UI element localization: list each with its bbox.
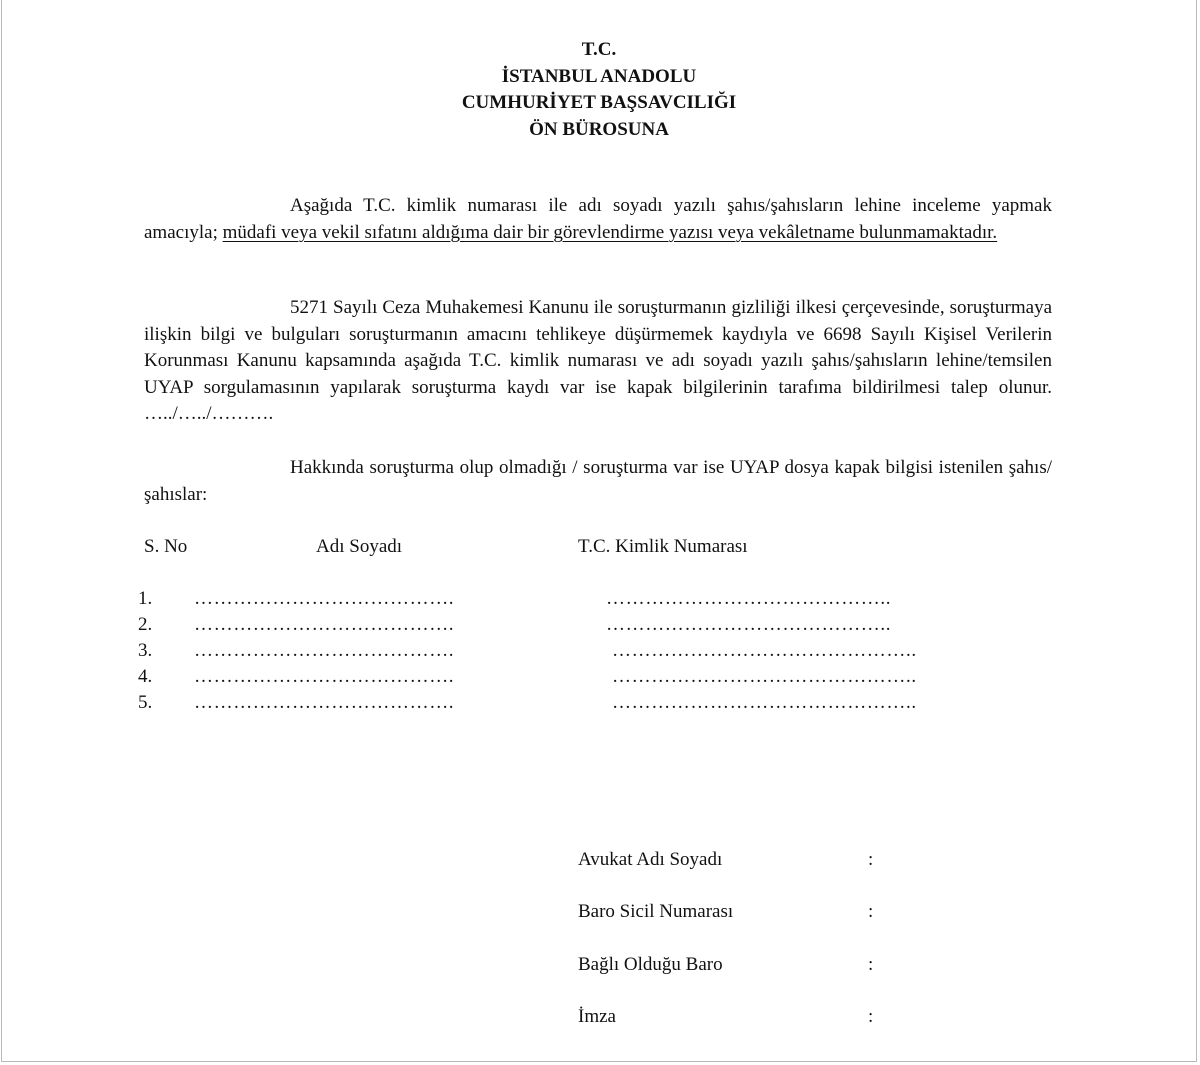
bar-number-label: Baro Sicil Numarası: [578, 901, 734, 922]
column-header-sno: S. No: [144, 536, 188, 557]
table-row: [138, 690, 978, 716]
column-header-tc: T.C. Kimlik Numarası: [578, 536, 748, 557]
paragraph-representation-text: Aşağıda T.C. kimlik numarası ile adı soyadı yazılı şahıs/şahısların lehine inceleme yapmak amacıyla;: [144, 195, 1052, 243]
tc-field[interactable]: ………………………………………..: [612, 692, 917, 713]
table-row: [138, 664, 978, 690]
signature-row-sign: [578, 1002, 898, 1032]
table-row: [138, 586, 978, 612]
column-header-name: Adı Soyadı: [316, 536, 403, 557]
lawyer-name-label: Avukat Adı Soyadı: [578, 849, 723, 870]
lawyer-name-colon: :: [868, 849, 874, 870]
tc-field[interactable]: ……………………………………..: [606, 588, 892, 609]
paragraph-representation: [144, 193, 1052, 246]
row-number: 4.: [138, 666, 153, 687]
header-office: CUMHURİYET BAŞSAVCILIĞI: [461, 92, 737, 113]
header-department: ÖN BÜROSUNA: [529, 118, 669, 140]
row-number: 2.: [138, 614, 153, 635]
paragraph-request-text: 5271 Sayılı Ceza Muhakemesi Kanunu ile soruşturmanın gizliliği ilkesi çerçevesinde, soruşturmaya ilişkin bilgi ve bulguları soruşturmanın amacını tehlikeye düşürmemek kaydıyla ve 6698 Sayılı Kişisel Verilerin Korunması Kanunu kapsamında aşağıda T.C. kimlik numarası ve adı soyadı yazılı şahıs/şahısların lehine/temsilen UYAP sorgulamasının yapılarak soruşturma kaydı var ise kapak bilgilerinin tarafıma bildirilmesi talep olunur. …../…../……….: [144, 297, 1052, 424]
bar-colon: :: [868, 954, 874, 975]
name-field[interactable]: ………………………………….: [194, 614, 455, 635]
row-number: 1.: [138, 588, 153, 609]
header-country: T.C.: [581, 39, 617, 60]
document-header: [2, 37, 1196, 143]
row-number: 3.: [138, 640, 153, 661]
sign-label: İmza: [578, 1006, 616, 1027]
tc-field[interactable]: ………………………………………..: [612, 640, 917, 661]
signature-row-bar: [578, 950, 898, 980]
name-field[interactable]: ………………………………….: [194, 640, 455, 661]
row-number: 5.: [138, 692, 153, 713]
header-city: İSTANBUL ANADOLU: [501, 65, 697, 87]
name-field[interactable]: ………………………………….: [194, 666, 455, 687]
name-field[interactable]: ………………………………….: [194, 692, 455, 713]
paragraph-representation-underlined: müdafi veya vekil sıfatını aldığıma dair bir görevlendirme yazısı veya vekâletname bulunmamaktadır.: [222, 221, 998, 243]
tc-field[interactable]: ………………………………………..: [612, 666, 917, 687]
name-field[interactable]: ………………………………….: [194, 588, 455, 609]
paragraph-persons-text: Hakkında soruşturma olup olmadığı / soruşturma var ise UYAP dosya kapak bilgisi istenilen şahıs/ şahıslar:: [144, 457, 1052, 505]
document-page: [1, 0, 1197, 1062]
tc-field[interactable]: ……………………………………..: [606, 614, 892, 635]
bar-number-colon: :: [868, 901, 874, 922]
table-row: [138, 612, 978, 638]
signature-row-bar-number: [578, 897, 898, 927]
signature-row-lawyer-name: [578, 845, 898, 875]
paragraph-persons: [144, 455, 1052, 508]
paragraph-request: [144, 295, 1052, 428]
sign-colon: :: [868, 1006, 874, 1027]
table-row: [138, 638, 978, 664]
bar-label: Bağlı Olduğu Baro: [578, 954, 723, 975]
